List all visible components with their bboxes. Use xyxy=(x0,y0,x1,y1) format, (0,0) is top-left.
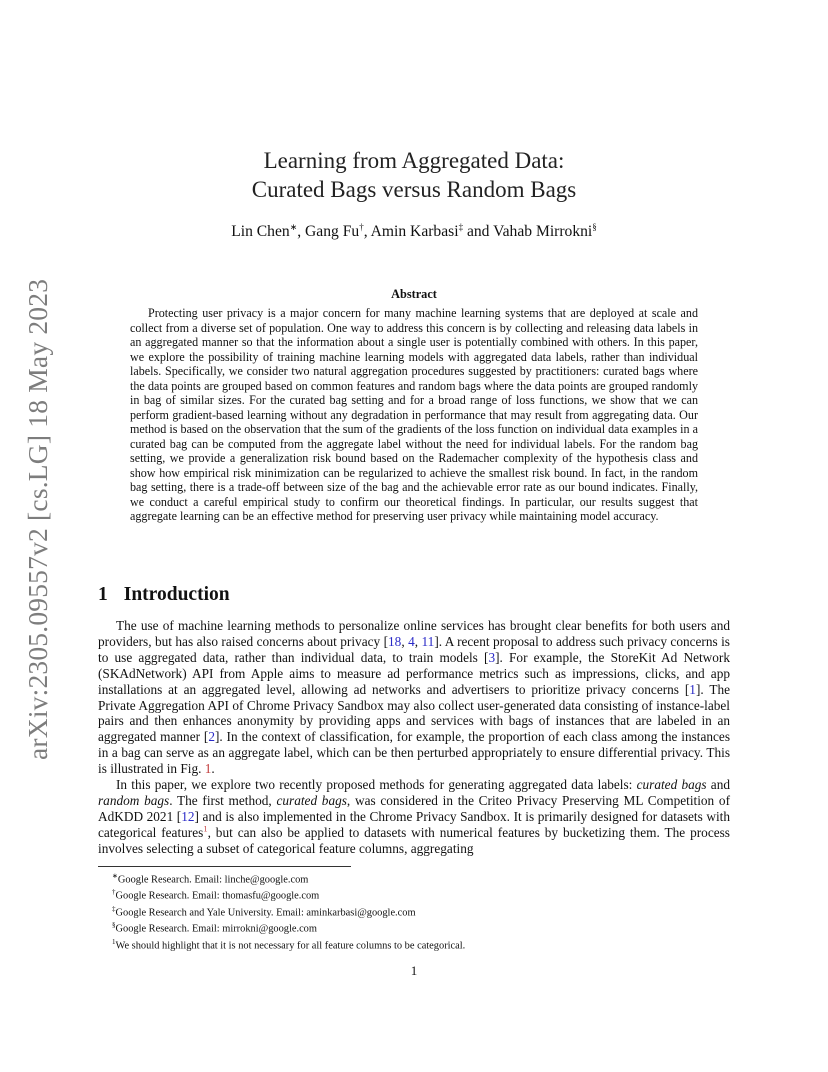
footnote-mark: ∗ xyxy=(112,872,118,880)
footnote-marker-link[interactable]: 1 xyxy=(203,823,208,834)
author-affiliation-mark: § xyxy=(592,222,597,232)
text-run: ]. The Private Aggregation API of Chrome Privacy Sandbox may also collect user-generated data consisting of instance-label pairs and then enhances anonymity by providing apps and services with bags of instances that are labeled in an aggregated manner [ xyxy=(98,681,730,745)
text-run: ]. A recent proposal to address such privacy concerns is to use aggregated data, rather than individual data, to train models [ xyxy=(98,633,730,665)
page-number: 1 xyxy=(410,963,418,978)
footnote-text: Google Research and Yale University. Email: aminkarbasi@google.com xyxy=(115,907,416,919)
text-run: , but can also be applied to datasets with numerical features by bucketizing them. The process involves selecting a subset of categorical feature columns, aggregating xyxy=(98,824,730,856)
author-name: Gang Fu xyxy=(305,223,360,241)
author-separator: and xyxy=(463,223,494,241)
citation-link[interactable]: 18 xyxy=(388,633,402,649)
footnote-mark: † xyxy=(112,888,116,897)
intro-paragraph-2 xyxy=(98,777,730,857)
abstract-text: Protecting user privacy is a major concern for many machine learning systems that are deployed at scale and collect from a diverse set of population. One way to address this concern is by collecting and releasing data labels in an aggregated manner so that the information about a single user is potentially combined with others. In this paper, we explore the possibility of training machine learning models with aggregated data labels, rather than individual labels. Specifically, we consider two natural aggregation procedures suggested by practitioners: curated bags where the data points are grouped based on common features and random bags where the data points are grouped randomly in bag of similar sizes. For the curated bag setting and for a broad range of loss functions, we show that we can perform gradient-based learning without any degradation in performance that may result from aggregating data. Our method is based on the observation that the sum of the gradients of the loss function on individual data examples in a curated bag can be computed from the aggregate label without the need for individual labels. For the random bag setting, we provide a generalization risk bound based on the Rademacher complexity of the hypothesis class and show how empirical risk minimization can be regularized to achieve the smallest risk bound. In fact, in the random bag setting, there is a trade-off between size of the bag and the achievable error rate as our bound indicates. Finally, we conduct a careful empirical study to confirm our theoretical findings. In particular, our results suggest that aggregate learning can be an effective method for preserving user privacy while maintaining model accuracy. xyxy=(130,306,698,523)
text-run: ]. For example, the StoreKit Ad Network (SKAdNetwork) API from Apple aims to measure ad performance metrics such as impressions, clicks, and app installations at an aggregated level, allowing ad networks and advertisers to prioritize privacy concerns [ xyxy=(98,649,730,697)
footnote xyxy=(98,936,738,952)
figure-link[interactable]: 1 xyxy=(204,761,212,777)
footnote-divider xyxy=(98,866,351,867)
text-run: , was considered in the Criteo Privacy Preserving ML Competition of AdKDD 2021 [ xyxy=(98,792,730,824)
footnote-text: Google Research. Email: thomasfu@google.com xyxy=(115,890,320,902)
author-affiliation-mark: ‡ xyxy=(458,222,464,232)
author-affiliation-mark: † xyxy=(359,222,364,232)
introduction-body xyxy=(98,618,730,857)
author-list xyxy=(0,222,828,241)
text-run: and xyxy=(706,777,730,793)
emphasis-term: curated bags xyxy=(636,777,707,793)
arxiv-identifier-stamp: arXiv:2305.09557v2 [cs.LG] 18 May 2023 xyxy=(22,278,53,760)
text-run: ] and is also implemented in the Chrome Privacy Sandbox. It is primarily designed for datasets with categorical features xyxy=(98,808,731,840)
author-separator: , xyxy=(297,223,306,241)
footnote xyxy=(98,919,738,935)
citation-link[interactable]: 3 xyxy=(488,649,496,665)
section-number: 1 xyxy=(98,584,108,605)
author-name: Vahab Mirrokni xyxy=(493,223,593,241)
emphasis-term: random bags xyxy=(98,792,170,808)
intro-paragraph-1 xyxy=(98,618,730,777)
author-name: Lin Chen xyxy=(231,223,290,241)
footnote-mark: ‡ xyxy=(112,904,116,913)
text-run: , xyxy=(401,633,409,649)
footnote xyxy=(98,886,738,902)
citation-link[interactable]: 1 xyxy=(689,681,696,697)
author-affiliation-mark: ∗ xyxy=(289,222,298,232)
section-heading xyxy=(98,584,230,606)
footnote-text: We should highlight that it is not necessary for all feature columns to be categorical. xyxy=(115,940,466,952)
citation-link[interactable]: 4 xyxy=(408,633,415,649)
emphasis-term: curated bags xyxy=(276,792,347,808)
citation-link[interactable]: 2 xyxy=(208,729,215,745)
text-run: . xyxy=(211,761,215,777)
section-title: Introduction xyxy=(123,584,230,605)
text-run: , xyxy=(414,633,422,649)
footnotes xyxy=(98,870,738,952)
text-run: In this paper, we explore two recently proposed methods for generating aggregated data labels: xyxy=(116,777,637,793)
footnote-text: Google Research. Email: mirrokni@google.com xyxy=(115,923,317,935)
paper-title-line-1: Learning from Aggregated Data: xyxy=(263,148,565,173)
text-run: . The first method, xyxy=(169,792,277,808)
paper-title-line-2: Curated Bags versus Random Bags xyxy=(251,177,577,202)
footnote-mark: § xyxy=(112,921,116,930)
abstract-heading: Abstract xyxy=(391,287,437,301)
author-separator: , xyxy=(363,223,371,241)
citation-link[interactable]: 12 xyxy=(181,808,195,824)
author-name: Amin Karbasi xyxy=(370,223,459,241)
text-run: ]. In the context of classification, for example, the proportion of each class among the instances in a bag can serve as an aggregate label, which can be then perturbed appropriately to ensure differential privacy. This is illustrated in Fig. xyxy=(98,729,731,777)
footnote-mark: 1 xyxy=(112,937,116,946)
text-run: The use of machine learning methods to personalize online services has brought clear benefits for both users and providers, but has also raised concerns about privacy [ xyxy=(98,618,730,649)
footnote xyxy=(98,903,738,919)
citation-link[interactable]: 11 xyxy=(421,633,435,649)
footnote-text: Google Research. Email: linche@google.com xyxy=(117,874,309,886)
footnote xyxy=(98,870,738,886)
